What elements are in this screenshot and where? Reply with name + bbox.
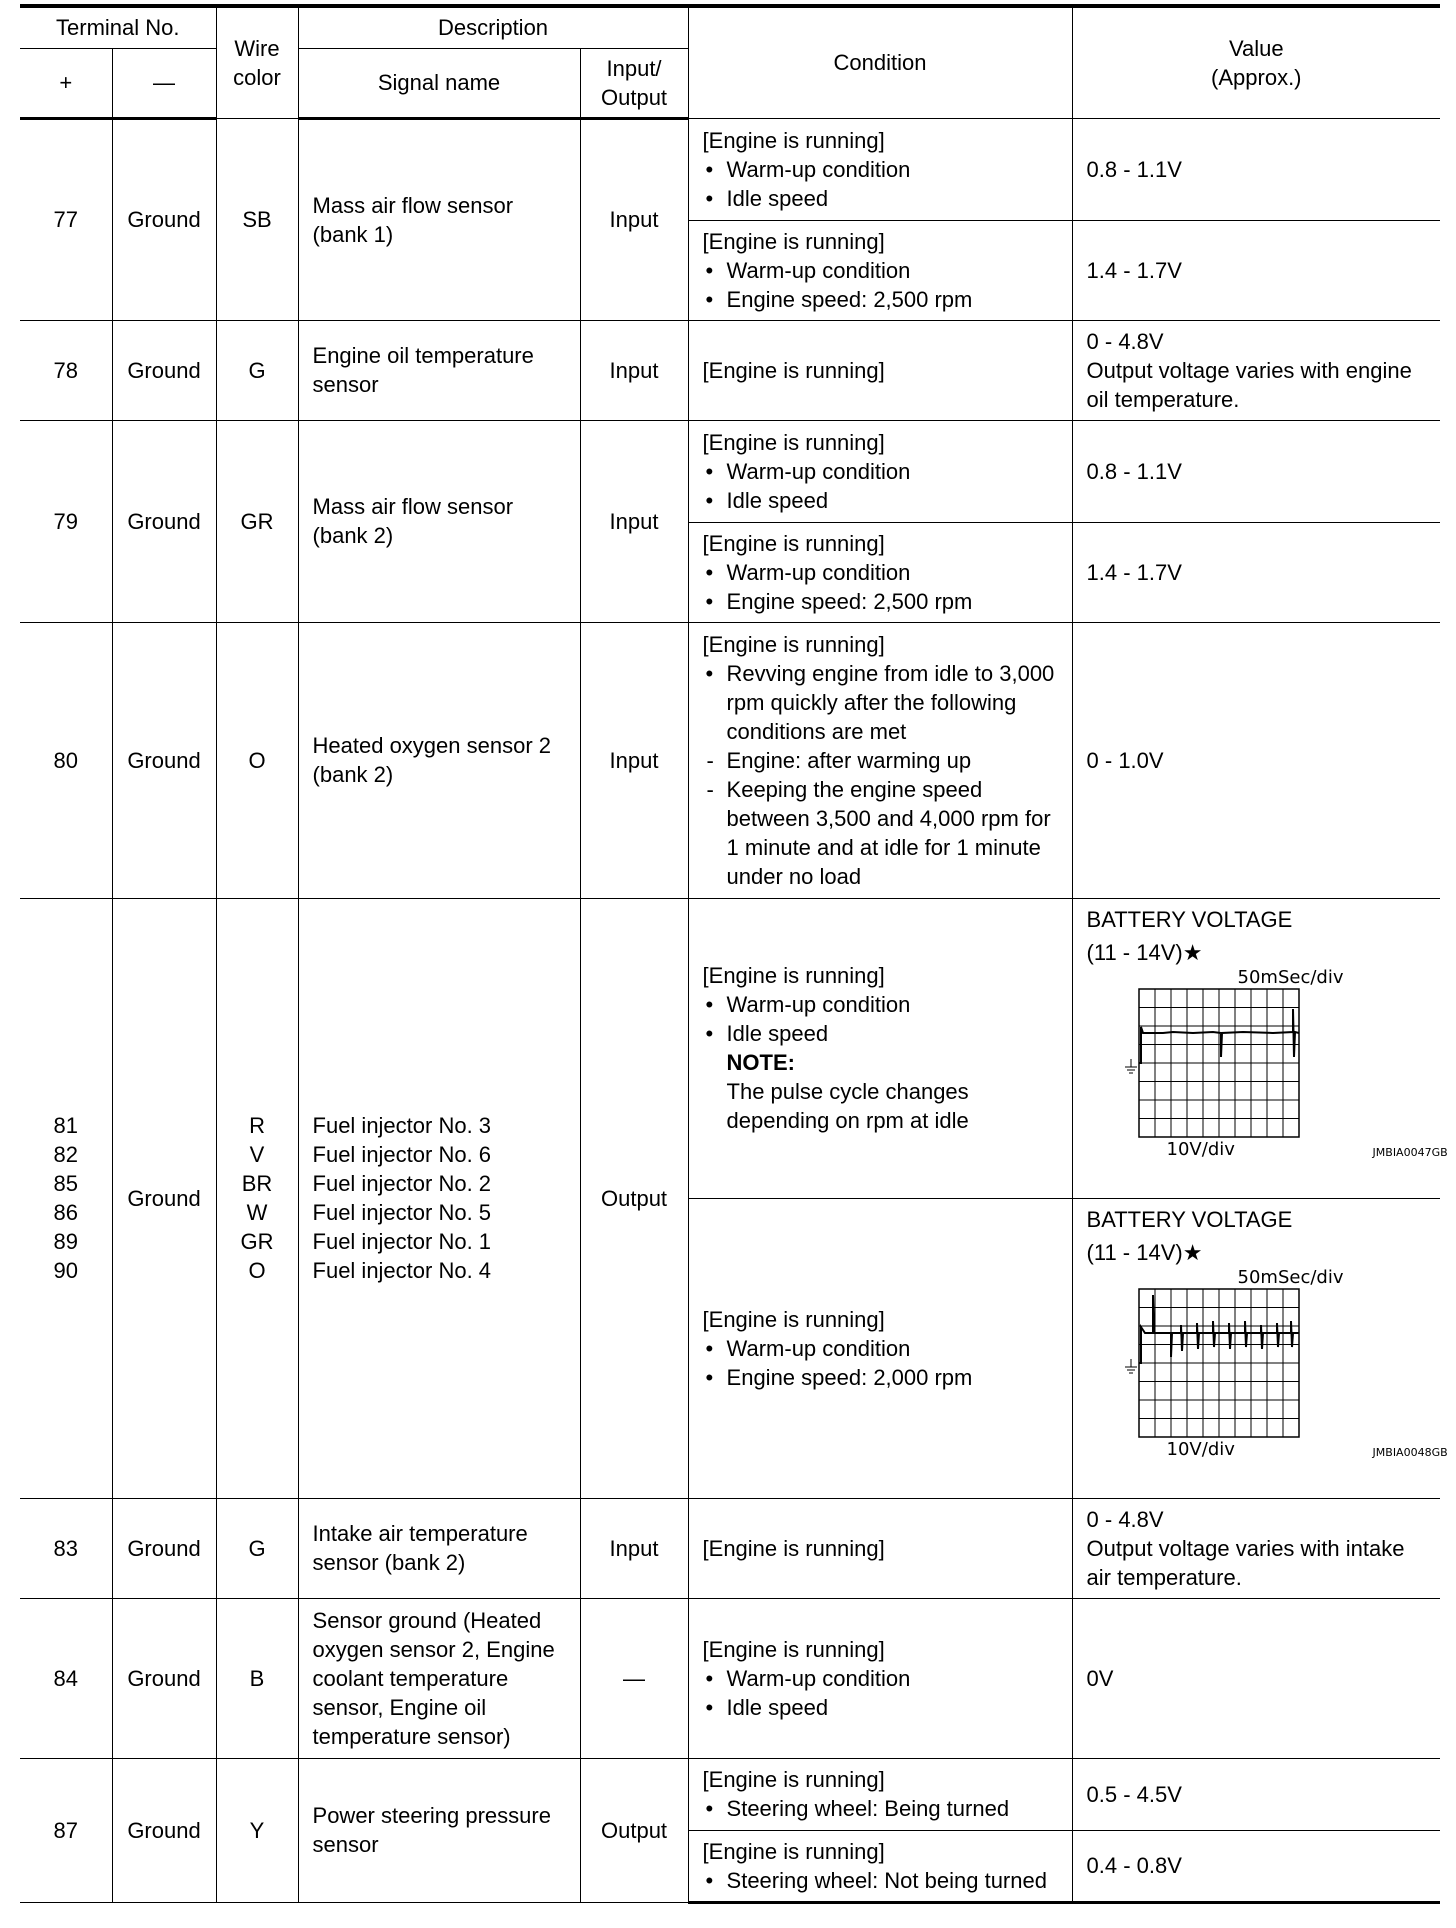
condition-dash-item: - Keeping the engine speed between 3,500 and 4,000 rpm for 1 minute and at idle for 1 minute under no load — [703, 775, 1058, 891]
condition-bullet: • Warm-up condition — [703, 155, 1058, 184]
terminal-number: 79 — [20, 420, 112, 622]
condition-bullet: • Warm-up condition — [703, 457, 1058, 486]
terminal-ground: Ground — [112, 622, 216, 898]
header-wire-color: Wire color — [216, 6, 298, 118]
table-row — [20, 1758, 1440, 1830]
signal-name: Fuel injector No. 5 — [312, 1200, 492, 1225]
condition-bullet: • Steering wheel: Being turned — [703, 1794, 1058, 1823]
wire-color: BR — [241, 1171, 273, 1196]
header-description: Description — [298, 6, 688, 48]
condition-bullet: • Idle speed — [703, 486, 1058, 515]
waveform-block — [1086, 1203, 1448, 1467]
condition-cell: [Engine is running] — [688, 1498, 1072, 1598]
condition-cell — [688, 622, 1072, 898]
condition-cell — [688, 220, 1072, 320]
condition-dash-item: - Engine: after warming up — [703, 746, 1058, 775]
input-output: Input — [580, 622, 688, 898]
terminal-ground: Ground — [112, 1498, 216, 1598]
condition-bullet: • Engine speed: 2,500 rpm — [703, 587, 1058, 616]
wire-color: O — [248, 1258, 266, 1283]
value-line: Output voltage varies with engine oil temperature. — [1086, 357, 1412, 412]
header-value-title: Value — [1228, 35, 1284, 61]
header-signal-name: Signal name — [298, 48, 580, 118]
terminal-number: 83 — [20, 1498, 112, 1598]
table-row — [20, 1498, 1440, 1598]
terminal-number: 78 — [20, 320, 112, 420]
wire-color: SB — [216, 118, 298, 320]
condition-head: [Engine is running] — [702, 429, 885, 455]
table-row — [20, 320, 1440, 420]
terminal-number: 85 — [53, 1171, 78, 1196]
header-input-output: Input/ Output — [580, 48, 688, 118]
figure-code: JMBIA0047GB — [1372, 1145, 1448, 1159]
terminal-table — [20, 4, 1448, 1904]
condition-cell — [688, 522, 1072, 622]
terminal-number: 89 — [53, 1229, 78, 1254]
signal-name: Fuel injector No. 1 — [312, 1229, 492, 1254]
value-cell: 0.8 - 1.1V — [1072, 118, 1440, 220]
note-text: The pulse cycle changes depending on rpm at idle — [726, 1079, 969, 1133]
terminal-number: 80 — [20, 622, 112, 898]
table-row — [20, 898, 1440, 1198]
time-per-div: 50mSec/div — [1237, 966, 1344, 988]
value-cell — [1072, 898, 1448, 1198]
time-per-div: 50mSec/div — [1237, 1266, 1344, 1288]
condition-cell — [688, 118, 1072, 220]
condition-cell — [688, 1830, 1072, 1902]
oscilloscope-trace-idle — [1123, 987, 1433, 1145]
value-cell: 1.4 - 1.7V — [1072, 220, 1440, 320]
wire-color: G — [216, 320, 298, 420]
volts-per-div: 10V/div — [1166, 1138, 1235, 1160]
input-output: Output — [580, 1758, 688, 1902]
ground-symbol-icon — [1125, 1359, 1137, 1373]
ground-symbol-icon — [1125, 1059, 1137, 1073]
header-minus: — — [112, 48, 216, 118]
terminal-number: 87 — [20, 1758, 112, 1902]
terminal-number: 84 — [20, 1598, 112, 1758]
signal-name-list — [298, 898, 580, 1498]
oscilloscope-figure — [1123, 1266, 1448, 1463]
value-cell: 0.4 - 0.8V — [1072, 1830, 1440, 1902]
input-output: Output — [580, 898, 688, 1498]
condition-cell — [688, 898, 1072, 1198]
terminal-ground: Ground — [112, 320, 216, 420]
wire-color: G — [216, 1498, 298, 1598]
terminal-number-list — [20, 898, 112, 1498]
value-line: 0 - 4.8V — [1086, 1506, 1164, 1532]
value-cell — [1072, 1198, 1448, 1498]
condition-cell — [688, 420, 1072, 522]
condition-bullet: • Warm-up condition — [703, 990, 1058, 1019]
wire-color: GR — [216, 420, 298, 622]
waveform-range: (11 - 14V)★ — [1086, 1239, 1203, 1265]
table-row — [20, 420, 1440, 522]
wire-color: O — [216, 622, 298, 898]
condition-head: [Engine is running] — [702, 127, 885, 153]
wire-color: GR — [240, 1229, 274, 1254]
oscilloscope-figure — [1123, 966, 1448, 1163]
input-output: Input — [580, 118, 688, 320]
waveform-title: BATTERY VOLTAGE — [1086, 1206, 1293, 1232]
waveform-block — [1086, 903, 1448, 1167]
value-cell — [1072, 1498, 1440, 1598]
condition-head: [Engine is running] — [702, 1838, 885, 1864]
terminal-number: 81 — [53, 1113, 78, 1138]
wire-color: V — [249, 1142, 265, 1167]
condition-bullet: • Idle speed — [703, 184, 1058, 213]
value-line: Output voltage varies with intake air temperature. — [1086, 1535, 1405, 1590]
input-output: Input — [580, 420, 688, 622]
signal-name: Power steering pressure sensor — [298, 1758, 580, 1902]
table-row — [20, 622, 1440, 898]
wire-color: W — [246, 1200, 268, 1225]
condition-head: [Engine is running] — [702, 530, 885, 556]
terminal-ground: Ground — [112, 118, 216, 320]
condition-head: [Engine is running] — [702, 1306, 885, 1332]
signal-name: Intake air temperature sensor (bank 2) — [298, 1498, 580, 1598]
volts-per-div: 10V/div — [1166, 1438, 1235, 1460]
signal-name: Mass air flow sensor (bank 2) — [298, 420, 580, 622]
condition-bullet: • Idle speed — [703, 1019, 1058, 1048]
signal-name: Fuel injector No. 2 — [312, 1171, 492, 1196]
value-cell: 1.4 - 1.7V — [1072, 522, 1440, 622]
terminal-ground: Ground — [112, 898, 216, 1498]
scope-grid — [1139, 1289, 1299, 1437]
condition-head: [Engine is running] — [702, 631, 885, 657]
input-output: — — [580, 1598, 688, 1758]
wire-color: R — [249, 1113, 265, 1138]
condition-bullet: • Steering wheel: Not being turned — [703, 1866, 1058, 1895]
signal-name: Engine oil temperature sensor — [298, 320, 580, 420]
signal-name: Fuel injector No. 3 — [312, 1113, 492, 1138]
value-cell: 0.8 - 1.1V — [1072, 420, 1440, 522]
condition-cell — [688, 1758, 1072, 1830]
oscilloscope-trace-2000rpm — [1123, 1287, 1433, 1445]
waveform-range: (11 - 14V)★ — [1086, 939, 1203, 965]
condition-bullet: • Engine speed: 2,500 rpm — [703, 285, 1058, 314]
scope-grid — [1139, 989, 1299, 1137]
terminal-ground: Ground — [112, 1598, 216, 1758]
condition-bullet: • Revving engine from idle to 3,000 rpm quickly after the following conditions are met — [703, 659, 1058, 746]
header-plus: + — [20, 48, 112, 118]
value-cell: 0 - 1.0V — [1072, 622, 1440, 898]
condition-cell — [688, 1598, 1072, 1758]
table-row — [20, 1598, 1440, 1758]
value-cell — [1072, 320, 1440, 420]
signal-name: Fuel injector No. 6 — [312, 1142, 492, 1167]
figure-code: JMBIA0048GB — [1372, 1445, 1448, 1459]
terminal-number: 90 — [53, 1258, 78, 1283]
condition-bullet: • Warm-up condition — [703, 256, 1058, 285]
input-output: Input — [580, 1498, 688, 1598]
header-value-approx: (Approx.) — [1211, 64, 1302, 90]
terminal-ground: Ground — [112, 420, 216, 622]
note-heading: NOTE: — [726, 1050, 795, 1075]
wire-color-list — [216, 898, 298, 1498]
terminal-number: 77 — [20, 118, 112, 320]
condition-head: [Engine is running] — [702, 963, 885, 988]
terminal-ground: Ground — [112, 1758, 216, 1902]
value-cell: 0.5 - 4.5V — [1072, 1758, 1440, 1830]
condition-cell: [Engine is running] — [688, 320, 1072, 420]
header-condition: Condition — [688, 6, 1072, 118]
waveform-title: BATTERY VOLTAGE — [1086, 906, 1293, 932]
value-line: 0 - 4.8V — [1086, 328, 1164, 354]
condition-head: [Engine is running] — [702, 1767, 885, 1792]
condition-head: [Engine is running] — [702, 1636, 885, 1662]
value-cell: 0V — [1072, 1598, 1440, 1758]
condition-bullet: • Warm-up condition — [703, 1664, 1058, 1693]
header-value — [1072, 6, 1440, 118]
terminal-number: 86 — [53, 1200, 78, 1225]
header-terminal-no: Terminal No. — [20, 6, 216, 48]
signal-name: Mass air flow sensor (bank 1) — [298, 118, 580, 320]
table-row — [20, 118, 1440, 220]
condition-bullet: • Engine speed: 2,000 rpm — [703, 1363, 1058, 1392]
signal-name: Sensor ground (Heated oxygen sensor 2, Engine coolant temperature sensor, Engine oil temperature sensor) — [298, 1598, 580, 1758]
input-output: Input — [580, 320, 688, 420]
condition-bullet: • Warm-up condition — [703, 558, 1058, 587]
terminal-number: 82 — [53, 1142, 78, 1167]
condition-bullet: • Warm-up condition — [703, 1334, 1058, 1363]
condition-bullet: • Idle speed — [703, 1693, 1058, 1722]
wire-color: B — [216, 1598, 298, 1758]
condition-cell — [688, 1198, 1072, 1498]
signal-name: Heated oxygen sensor 2 (bank 2) — [298, 622, 580, 898]
signal-name: Fuel injector No. 4 — [312, 1258, 492, 1283]
condition-head: [Engine is running] — [702, 228, 885, 254]
wire-color: Y — [216, 1758, 298, 1902]
